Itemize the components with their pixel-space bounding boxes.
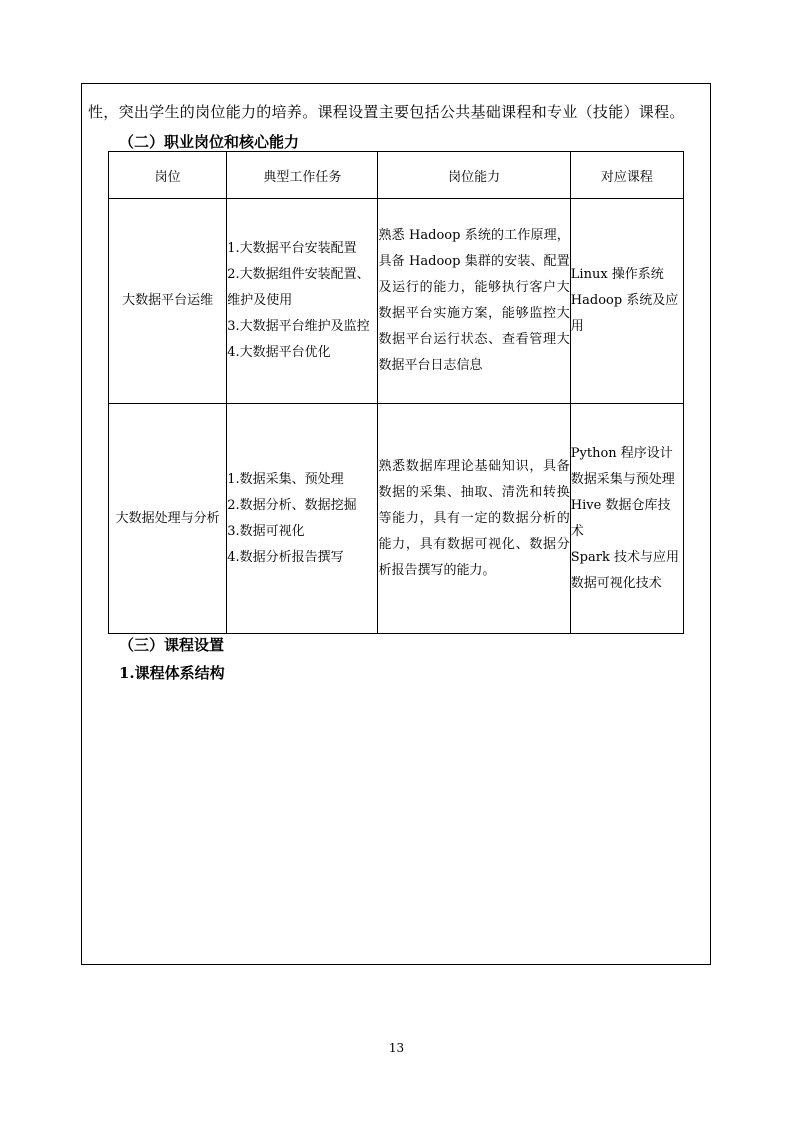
subsection-heading-structure: 1.课程体系结构 bbox=[119, 664, 225, 682]
course-item: Spark 技术与应用 bbox=[570, 549, 679, 565]
section-heading-jobs: （二）职业岗位和核心能力 bbox=[119, 133, 300, 151]
course-item: Hive 数据仓库技术 bbox=[570, 497, 671, 539]
page-number: 13 bbox=[388, 1041, 405, 1055]
task-item: 2.数据分析、数据挖掘 bbox=[227, 497, 357, 513]
task-item: 4.数据分析报告撰写 bbox=[227, 549, 344, 565]
header-tasks: 典型工作任务 bbox=[227, 152, 378, 199]
course-item: Python 程序设计 bbox=[570, 445, 673, 461]
post-cell: 大数据平台运维 bbox=[109, 199, 227, 404]
ability-cell: 熟悉数据库理论基础知识，具备数据的采集、抽取、清洗和转换等能力，具有一定的数据分析的能力，具有数据可视化、数据分析报告撰写的能力。 bbox=[378, 404, 570, 634]
table-row bbox=[109, 404, 684, 634]
header-courses: 对应课程 bbox=[570, 152, 683, 199]
tasks-cell bbox=[227, 199, 378, 404]
task-item: 4.大数据平台优化 bbox=[227, 345, 331, 360]
table-header-row bbox=[109, 152, 684, 199]
courses-cell bbox=[570, 404, 683, 634]
task-item: 3.数据可视化 bbox=[227, 523, 305, 539]
course-item: Hadoop 系统及应用 bbox=[570, 293, 679, 334]
task-item: 1.大数据平台安装配置 bbox=[227, 241, 357, 256]
section-heading-courses: （三）课程设置 bbox=[119, 636, 225, 654]
courses-cell bbox=[570, 199, 683, 404]
task-item: 3.大数据平台维护及监控 bbox=[227, 319, 370, 334]
table-row bbox=[109, 199, 684, 404]
course-item: 数据可视化技术 bbox=[570, 575, 662, 591]
task-item: 1.数据采集、预处理 bbox=[227, 471, 344, 487]
jobs-ability-table bbox=[108, 151, 684, 634]
course-item: 数据采集与预处理 bbox=[570, 471, 675, 487]
header-ability: 岗位能力 bbox=[378, 152, 570, 199]
header-post: 岗位 bbox=[109, 152, 227, 199]
intro-paragraph: 性，突出学生的岗位能力的培养。课程设置主要包括公共基础课程和专业（技能）课程。 bbox=[88, 103, 685, 121]
course-item: Linux 操作系统 bbox=[570, 267, 664, 282]
post-cell: 大数据处理与分析 bbox=[109, 404, 227, 634]
ability-cell: 熟悉 Hadoop 系统的工作原理，具备 Hadoop 集群的安装、配置及运行的能力，能够执行客户大数据平台实施方案，能够监控大数据平台运行状态、查看管理大数据平台日志信息 bbox=[378, 199, 570, 404]
task-item: 2.大数据组件安装配置、维护及使用 bbox=[227, 267, 370, 308]
tasks-cell bbox=[227, 404, 378, 634]
